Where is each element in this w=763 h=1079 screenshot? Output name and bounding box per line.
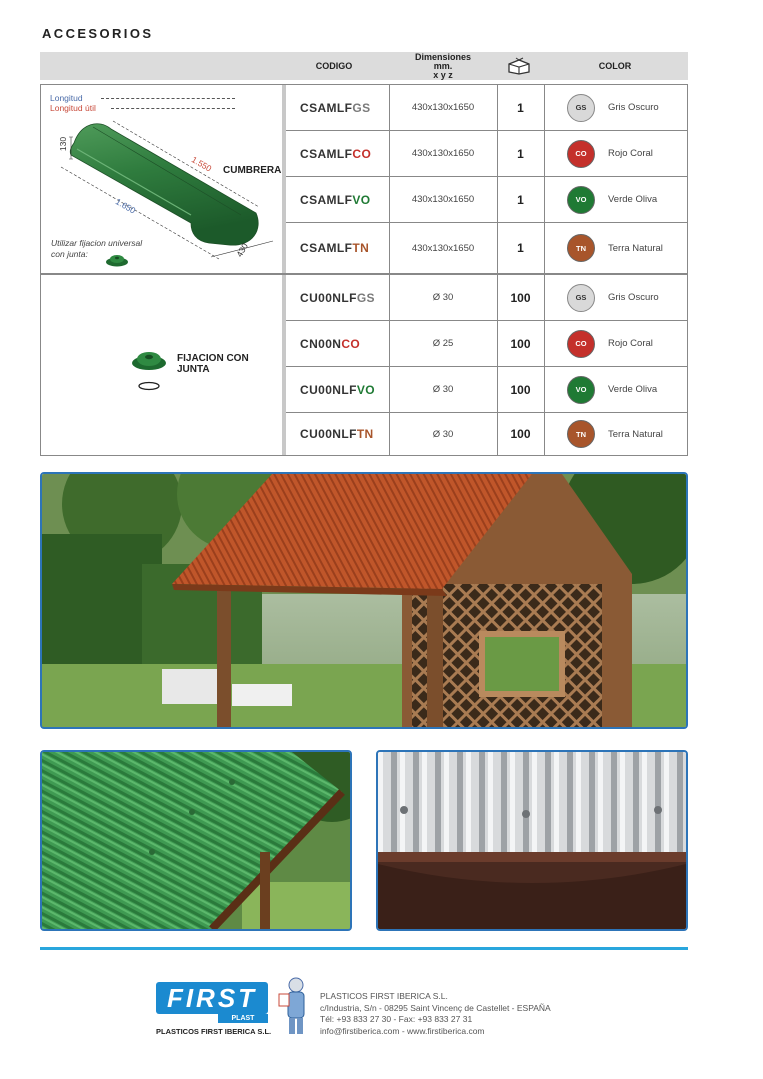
fijacion-group xyxy=(40,274,688,456)
header-codigo: CODIGO xyxy=(315,60,353,71)
table-row xyxy=(286,131,687,177)
cumbrera-diagram xyxy=(41,85,282,273)
quantity-cell: 100 xyxy=(510,290,531,305)
code-prefix: CN00N xyxy=(300,336,342,351)
code-suffix: GS xyxy=(356,290,375,305)
dim-130-label: 130 xyxy=(58,136,69,152)
table-row xyxy=(286,177,687,223)
header-dimensiones-line2: mm. xyxy=(433,60,453,71)
mascot-figure-icon xyxy=(276,976,316,1036)
dim-430-label: 430 xyxy=(234,241,250,259)
table-row xyxy=(286,275,687,321)
logo-wordmark: FIRST xyxy=(156,982,268,1014)
fijacion-diagram xyxy=(41,275,282,455)
company-contact: info@firstiberica.com - www.firstiberica.com xyxy=(320,1025,485,1036)
color-swatch-cell xyxy=(567,321,595,366)
grey-roof-photo xyxy=(376,750,688,931)
product-code xyxy=(300,275,375,320)
dimensions-cell: Ø 30 xyxy=(432,292,454,303)
color-name: Verde Oliva xyxy=(608,384,658,395)
dimensions-cell: Ø 30 xyxy=(432,428,454,440)
color-swatch: CO xyxy=(567,330,595,358)
product-code xyxy=(300,177,371,222)
code-prefix: CSAMLF xyxy=(300,100,353,115)
code-prefix: CU00NLF xyxy=(300,427,357,441)
footer-divider xyxy=(40,947,688,950)
legend-longitud: Longitud xyxy=(50,93,83,103)
dim-1650-label: 1.650 xyxy=(113,196,138,216)
color-swatch: GS xyxy=(567,94,595,122)
dim-1550-label: 1.550 xyxy=(189,154,214,174)
company-phone: Tél: +93 833 27 30 - Fax: +93 833 27 31 xyxy=(320,1014,473,1024)
code-prefix: CU00NLF xyxy=(300,382,357,397)
quantity-cell: 100 xyxy=(510,382,531,397)
legend-longitud-util: Longitud útil xyxy=(50,103,96,113)
color-swatch-cell xyxy=(567,85,595,130)
quantity-cell: 100 xyxy=(510,336,531,351)
dimensions-cell: 430x130x1650 xyxy=(411,242,475,254)
header-dimensiones xyxy=(395,52,491,80)
dimensions-cell: 430x130x1650 xyxy=(411,102,475,113)
code-suffix: VO xyxy=(352,192,371,207)
green-roof-photo xyxy=(40,750,352,931)
quantity-cell: 100 xyxy=(510,427,531,441)
code-suffix: GS xyxy=(352,100,371,115)
product-code xyxy=(300,367,375,412)
page-title: ACCESORIOS xyxy=(42,26,154,41)
color-swatch: VO xyxy=(567,376,595,404)
color-name: Terra Natural xyxy=(608,428,663,440)
code-prefix: CSAMLF xyxy=(300,192,353,207)
table-row xyxy=(286,367,687,413)
code-suffix: VO xyxy=(356,382,375,397)
table-row xyxy=(286,413,687,455)
color-swatch: VO xyxy=(567,186,595,214)
color-name: Gris Oscuro xyxy=(608,292,659,303)
code-prefix: CU00NLF xyxy=(300,290,357,305)
color-name: Terra Natural xyxy=(608,242,663,254)
color-swatch: TN xyxy=(567,234,595,262)
fixing-washer-icon xyxy=(131,349,167,371)
color-name: Gris Oscuro xyxy=(608,102,659,113)
color-name: Rojo Coral xyxy=(608,338,653,349)
table-header xyxy=(40,52,688,80)
code-suffix: TN xyxy=(356,427,374,441)
small-fixing-icon xyxy=(105,253,129,267)
table-row xyxy=(286,223,687,273)
first-plast-logo xyxy=(156,972,272,1036)
quantity-cell: 1 xyxy=(517,100,524,115)
logo-sub: PLAST xyxy=(218,1014,268,1023)
fixing-note-line1: Utilizar fijacion universal xyxy=(51,238,143,248)
gazebo-photo xyxy=(40,472,688,729)
cumbrera-label: CUMBRERA xyxy=(223,165,282,176)
color-swatch: CO xyxy=(567,140,595,168)
header-dimensiones-line3: x y z xyxy=(433,69,453,80)
table-row xyxy=(286,85,687,131)
quantity-cell: 1 xyxy=(517,241,524,255)
color-swatch-cell xyxy=(567,223,595,273)
package-box-icon xyxy=(496,52,542,80)
company-info xyxy=(320,991,551,1037)
code-suffix: CO xyxy=(341,336,361,351)
cumbrera-group xyxy=(40,84,688,274)
color-swatch: TN xyxy=(567,420,595,448)
code-suffix: CO xyxy=(352,146,372,161)
code-prefix: CSAMLF xyxy=(300,146,353,161)
company-name: PLASTICOS FIRST IBERICA S.L. xyxy=(320,991,448,1001)
color-swatch-cell xyxy=(567,275,595,320)
product-code xyxy=(300,413,374,455)
fijacion-label: FIJACION CON JUNTA xyxy=(177,353,249,375)
color-name: Verde Oliva xyxy=(608,194,658,205)
legend-longitud-line xyxy=(101,98,235,99)
code-suffix: TN xyxy=(352,241,370,255)
color-swatch-cell xyxy=(567,177,595,222)
fixing-note-line2: con junta: xyxy=(51,249,88,259)
product-code xyxy=(300,131,371,176)
quantity-cell: 1 xyxy=(517,192,524,207)
quantity-cell: 1 xyxy=(517,146,524,161)
legend-longitud-util-line xyxy=(111,108,235,109)
product-code xyxy=(300,223,369,273)
dimensions-cell: Ø 30 xyxy=(432,384,454,395)
product-code xyxy=(300,321,360,366)
code-prefix: CSAMLF xyxy=(300,241,353,255)
logo-caption: PLASTICOS FIRST IBERICA S.L. xyxy=(156,1027,272,1036)
color-swatch: GS xyxy=(567,284,595,312)
color-swatch-cell xyxy=(567,131,595,176)
color-swatch-cell xyxy=(567,367,595,412)
color-swatch-cell xyxy=(567,413,595,455)
dimensions-cell: 430x130x1650 xyxy=(411,194,475,205)
header-color: COLOR xyxy=(598,60,632,71)
header-dimensiones-line1: Dimensiones xyxy=(414,51,472,62)
color-name: Rojo Coral xyxy=(608,148,653,159)
gasket-ring-icon xyxy=(137,381,161,391)
product-code xyxy=(300,85,371,130)
table-row xyxy=(286,321,687,367)
company-address: c/Industria, S/n - 08295 Saint Vincenç de Castellet - ESPAÑA xyxy=(320,1002,551,1013)
dimensions-cell: Ø 25 xyxy=(432,338,454,349)
dimensions-cell: 430x130x1650 xyxy=(411,148,475,159)
